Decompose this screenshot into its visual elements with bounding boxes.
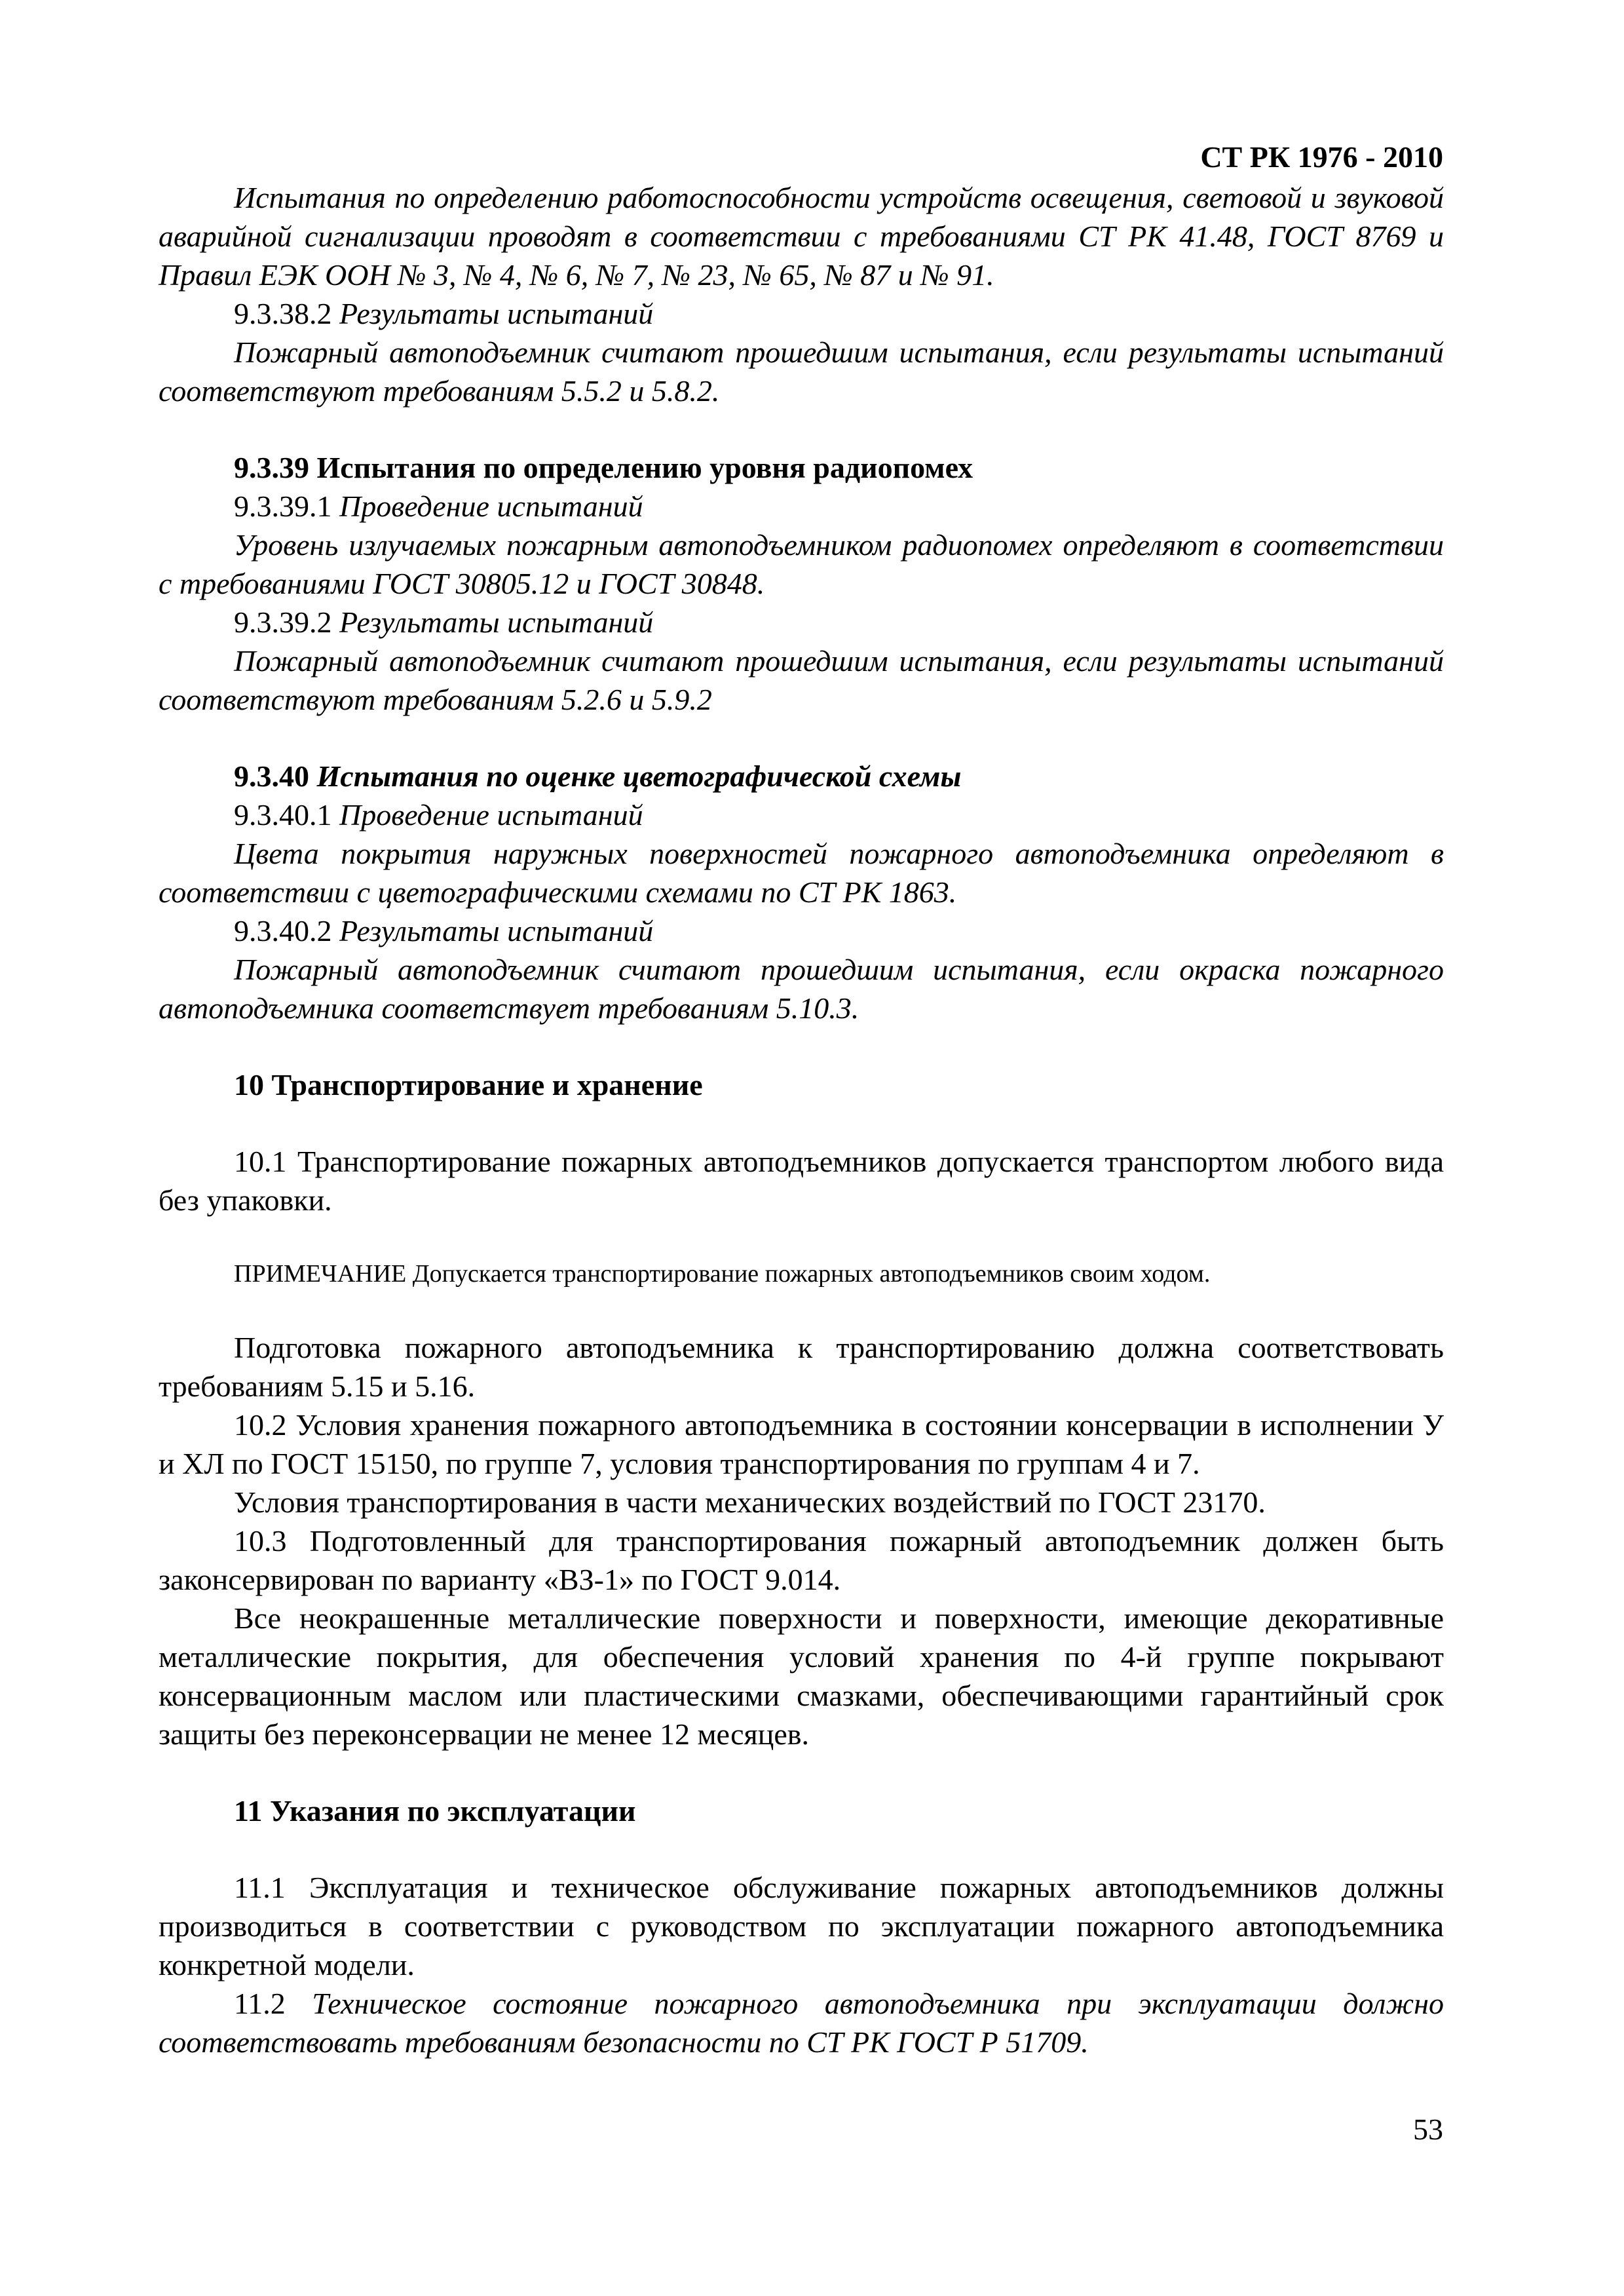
- subsection-number: 9.3.39.1: [234, 489, 332, 523]
- section-number: 9.3.40: [234, 759, 309, 793]
- paragraph-number: 11.2: [234, 1987, 286, 2020]
- subsection-number: 9.3.40.2: [234, 914, 332, 947]
- paragraph-10-3: 10.3 Подготовленный для транспортирования пожарный автоподъемник должен быть законсервирован по варианту «ВЗ-1» по ГОСТ 9.014.: [159, 1524, 1444, 1596]
- subsection-title: Результаты испытаний: [339, 914, 654, 947]
- subsection-number: 9.3.39.2: [234, 605, 332, 639]
- paragraph-mechanical-conditions: Условия транспортирования в части механических воздействий по ГОСТ 23170.: [234, 1485, 1266, 1519]
- subsection-9-3-40-2: [159, 911, 1444, 950]
- subsection-9-3-38-2: [159, 294, 1444, 333]
- section-heading-10: 10 Транспортирование и хранение: [234, 1068, 703, 1101]
- paragraph-10-2: 10.2 Условия хранения пожарного автоподъемника в состоянии консервации в исполнении У и ХЛ по ГОСТ 15150, по группе 7, условия транспортирования по группам 4 и 7.: [159, 1408, 1444, 1480]
- paragraph-10-1: 10.1 Транспортирование пожарных автоподъемников допускается транспортом любого вида без упаковки.: [159, 1145, 1444, 1217]
- paragraph-lighting-tests: Испытания по определению работоспособности устройств освещения, световой и звуковой аварийной сигнализации проводят в соответствии с требованиями СТ РК 41.48, ГОСТ 8769 и Правил ЕЭК ООН № 3, № 4, № 6, № 7, № 23, № 65, № 87 и № 91.: [159, 181, 1444, 292]
- paragraph-11-2: [159, 1984, 1444, 2061]
- paragraph-preservation: Все неокрашенные металлические поверхности и поверхности, имеющие декоративные металлические покрытия, для обеспечения условий хранения по 4-й группе покрывают консервационным маслом или пластическими смазками, обеспечивающими гарантийный срок защиты без переконсервации не менее 12 месяцев.: [159, 1601, 1444, 1751]
- paragraph-results-9-3-40: Пожарный автоподъемник считают прошедшим испытания, если окраска пожарного автоподъемника соответствует требованиям 5.10.3.: [159, 953, 1444, 1025]
- paragraph-results-9-3-39: Пожарный автоподъемник считают прошедшим испытания, если результаты испытаний соответствуют требованиям 5.2.6 и 5.9.2: [159, 644, 1444, 716]
- subsection-title: Проведение испытаний: [339, 489, 643, 523]
- paragraph-results-9-3-38: Пожарный автоподъемник считают прошедшим испытания, если результаты испытаний соответствуют требованиям 5.5.2 и 5.8.2.: [159, 335, 1444, 408]
- note-paragraph: ПРИМЕЧАНИЕ Допускается транспортирование пожарных автоподъемников своим ходом.: [234, 1260, 1211, 1288]
- section-title: Испытания по оценке цветографической схемы: [316, 759, 962, 793]
- paragraph-transport-prep: Подготовка пожарного автоподъемника к транспортированию должна соответствовать требованиям 5.15 и 5.16.: [159, 1331, 1444, 1403]
- section-heading-11: 11 Указания по эксплуатации: [234, 1794, 636, 1827]
- paragraph-color-scheme: Цвета покрытия наружных поверхностей пожарного автоподъемника определяют в соответствии с цветографическими схемами по СТ РК 1863.: [159, 837, 1444, 909]
- paragraph-text: Техническое состояние пожарного автоподъемника при эксплуатации должно соответствовать требованиям безопасности по СТ РК ГОСТ Р 51709.: [159, 1987, 1444, 2059]
- subsection-number: 9.3.40.1: [234, 798, 332, 832]
- subsection-title: Проведение испытаний: [339, 798, 643, 832]
- subsection-title: Результаты испытаний: [339, 605, 654, 639]
- paragraph-11-1: 11.1 Эксплуатация и техническое обслуживание пожарных автоподъемников должны производиться в соответствии с руководством по эксплуатации пожарного автоподъемника конкретной модели.: [159, 1871, 1444, 1981]
- subsection-title: Результаты испытаний: [339, 297, 654, 330]
- page-number: 53: [1413, 2113, 1443, 2146]
- subsection-9-3-39-2: [159, 603, 1444, 641]
- page-content: [159, 178, 1444, 2061]
- subsection-number: 9.3.38.2: [234, 297, 332, 330]
- subsection-9-3-40-1: [159, 795, 1444, 834]
- document-id-header: СТ РК 1976 - 2010: [1200, 140, 1443, 174]
- subsection-9-3-39-1: [159, 487, 1444, 526]
- section-heading-9-3-39: 9.3.39 Испытания по определению уровня радиопомех: [234, 451, 973, 484]
- paragraph-radio-interference: Уровень излучаемых пожарным автоподъемником радиопомех определяют в соответствии с требованиями ГОСТ 30805.12 и ГОСТ 30848.: [159, 528, 1444, 600]
- section-heading-9-3-40: [159, 757, 1444, 795]
